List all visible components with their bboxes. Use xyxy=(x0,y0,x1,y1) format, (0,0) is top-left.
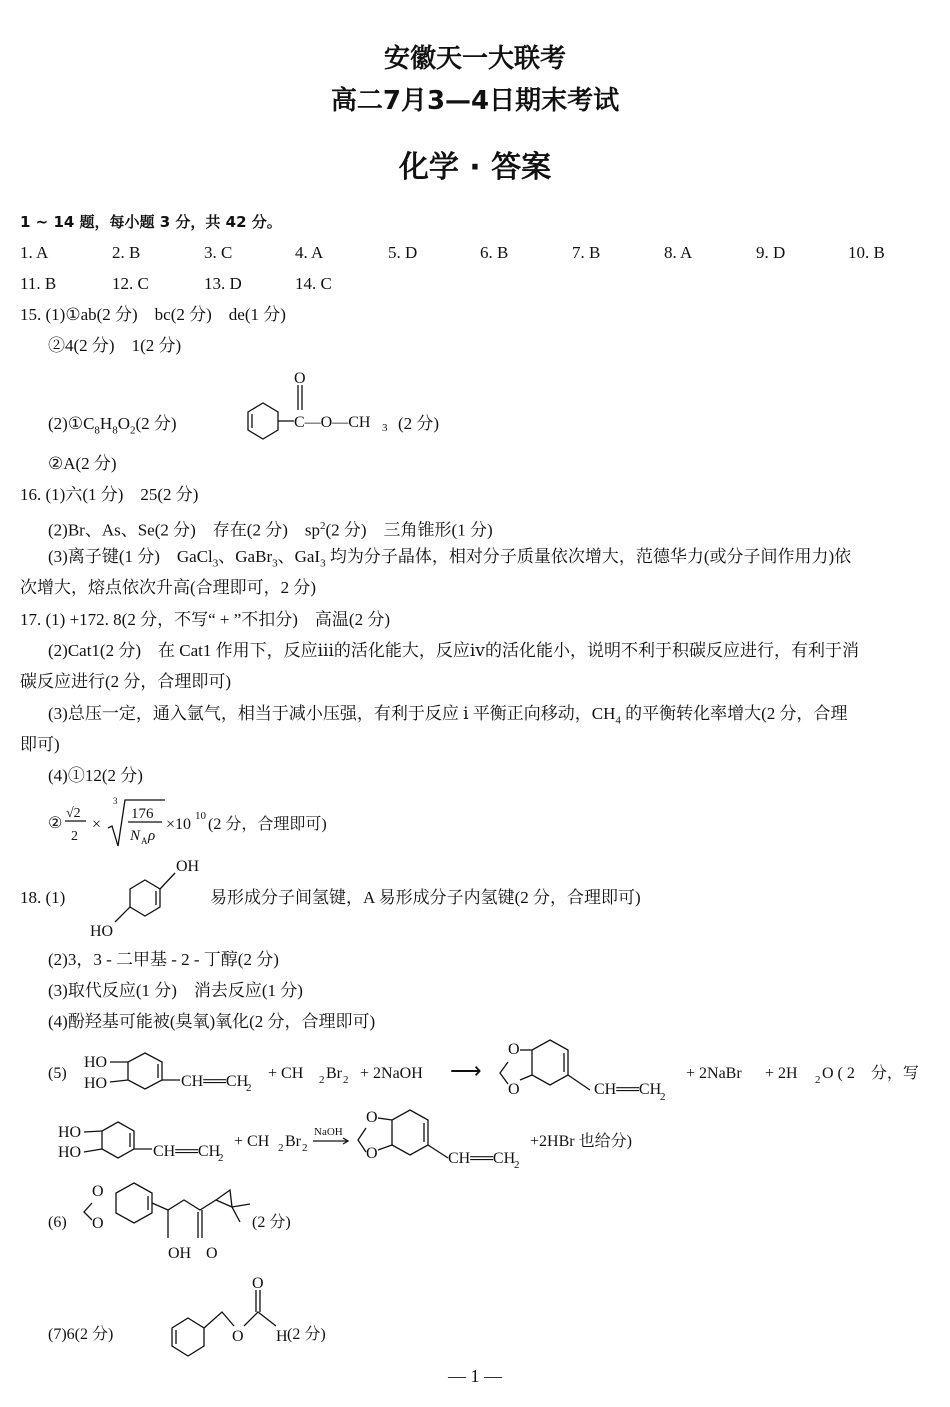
svg-text:H: H xyxy=(276,1328,288,1345)
answer: 4. A xyxy=(295,243,324,262)
q18-line4: (4)酚羟基可能被(臭氧)氧化(2 分，合理即可) xyxy=(48,1012,376,1031)
svg-text:3: 3 xyxy=(113,796,118,806)
svg-text:+ CH: + CH xyxy=(268,1065,304,1082)
answer: 1. A xyxy=(20,243,49,262)
answer: 7. B xyxy=(572,243,601,262)
svg-text:+ 2NaBr: + 2NaBr xyxy=(686,1065,742,1082)
svg-text:O: O xyxy=(92,1183,104,1200)
answer: 6. B xyxy=(480,243,509,262)
svg-text:O: O xyxy=(294,370,306,387)
svg-text:HO: HO xyxy=(90,923,114,940)
answer: 2. B xyxy=(112,243,141,262)
page-number: — 1 — xyxy=(448,1366,502,1386)
svg-text:A: A xyxy=(141,836,148,846)
answer: 10. B xyxy=(848,243,885,262)
svg-text:N: N xyxy=(130,828,141,844)
q15-line3: $(2)①C_8H_8O_2(2$ 分) xyxy=(48,414,177,437)
svg-text:C—O—CH: C—O—CH xyxy=(294,414,371,431)
answer: 5. D xyxy=(388,243,418,262)
answer: 14. C xyxy=(295,274,332,293)
svg-text:O ( 2 分，写: O ( 2 分，写 xyxy=(822,1065,919,1082)
svg-text:Br: Br xyxy=(326,1065,342,1082)
q18-line1-text: 易形成分子间氢键，A 易形成分子内氢键(2 分，合理即可) xyxy=(210,888,641,907)
answer: 13. D xyxy=(204,274,242,293)
svg-text:O: O xyxy=(366,1109,378,1126)
svg-text:+ CH: + CH xyxy=(234,1133,270,1150)
svg-text:O: O xyxy=(508,1081,520,1098)
q17-line5: 即可) xyxy=(20,735,60,754)
q16-line1: 16. (1)六(1 分) 25(2 分) xyxy=(20,485,199,504)
q17-line6: (4)①12(2 分) xyxy=(48,766,143,785)
svg-text:O: O xyxy=(232,1328,244,1345)
q16-line3: (3)离子键(1 分) GaCl$_3$、GaBr$_3$、GaI$_3$ 均为分子晶体，相对分子质量依次增大，范德华力(或分子间作用力)依 xyxy=(48,547,852,570)
svg-text:(6): (6) xyxy=(48,1214,67,1231)
title-subject: 化学 · 答案 xyxy=(398,150,552,185)
svg-text:OH: OH xyxy=(168,1245,192,1262)
q17-line4: (3)总压一定，通入氩气，相当于减小压强，有利于反应 ⅰ 平衡正向移动，$CH_4$ 的平衡转化率增大(2 分，合理 xyxy=(48,704,848,727)
answer: 12. C xyxy=(112,274,149,293)
svg-text:(2 分): (2 分) xyxy=(287,1326,326,1343)
title-exam-name: 高二7月3—4日期末考试 xyxy=(330,86,620,116)
svg-text:O: O xyxy=(206,1245,218,1262)
svg-text:2: 2 xyxy=(218,1152,224,1164)
svg-text:NaOH: NaOH xyxy=(314,1126,343,1138)
svg-text:HO: HO xyxy=(58,1144,82,1161)
intro-text: 1 ~ 14 题，每小题 3 分，共 42 分。 xyxy=(20,213,282,231)
svg-text:2: 2 xyxy=(660,1091,666,1103)
svg-text:O: O xyxy=(508,1041,520,1058)
svg-text:2: 2 xyxy=(514,1159,520,1171)
q18-line3: (3)取代反应(1 分) 消去反应(1 分) xyxy=(48,981,303,1000)
svg-text:HO: HO xyxy=(58,1124,82,1141)
svg-text:(7)6(2 分): (7)6(2 分) xyxy=(48,1326,114,1343)
q18-line1: 18. (1) xyxy=(20,888,66,907)
svg-text:2: 2 xyxy=(302,1142,308,1154)
svg-text:2: 2 xyxy=(319,1074,325,1086)
svg-text:(5): (5) xyxy=(48,1065,67,1082)
title-exam-series: 安徽天一大联考 xyxy=(383,44,566,74)
svg-text:Br: Br xyxy=(285,1133,301,1150)
answer: 11. B xyxy=(20,274,57,293)
q16-line4: 次增大，熔点依次升高(合理即可，2 分) xyxy=(20,578,317,597)
svg-text:ρ: ρ xyxy=(148,828,156,844)
svg-text:2: 2 xyxy=(71,829,78,844)
svg-text:×10: ×10 xyxy=(166,816,192,833)
answer: 8. A xyxy=(664,243,693,262)
svg-text:CH══CH: CH══CH xyxy=(594,1081,662,1098)
svg-text:O: O xyxy=(366,1145,378,1162)
svg-text:②: ② xyxy=(48,815,63,832)
svg-text:3: 3 xyxy=(382,422,388,434)
svg-text:2: 2 xyxy=(278,1142,284,1154)
svg-text:O: O xyxy=(92,1215,104,1232)
q15-line1: 15. (1)①ab(2 分) bc(2 分) de(1 分) xyxy=(20,305,286,324)
svg-text:O: O xyxy=(252,1275,264,1292)
q17-line3: 碳反应进行(2 分，合理即可) xyxy=(20,672,232,691)
q15-line2: ②4(2 分) 1(2 分) xyxy=(48,336,182,355)
q18-line2: (2)3，3 - 二甲基 - 2 - 丁醇(2 分) xyxy=(48,950,279,969)
q17-line1: 17. (1) +172. 8(2 分，不写“ + ”不扣分) 高温(2 分) xyxy=(20,610,390,629)
svg-text:×: × xyxy=(92,816,102,833)
svg-text:CH══CH: CH══CH xyxy=(153,1143,221,1160)
q15-line4: ②A(2 分) xyxy=(48,454,117,473)
q16-line2: (2)Br、As、Se(2 分) 存在(2 分) $sp^2(2$ 分) 三角锥形(1 分) xyxy=(48,520,493,540)
svg-text:+ 2NaOH: + 2NaOH xyxy=(360,1065,423,1082)
svg-text:(2 分，合理即可): (2 分，合理即可) xyxy=(208,816,327,833)
svg-text:+2HBr 也给分): +2HBr 也给分) xyxy=(530,1133,632,1150)
svg-text:2: 2 xyxy=(815,1074,821,1086)
svg-text:2: 2 xyxy=(343,1074,349,1086)
svg-text:CH══CH: CH══CH xyxy=(448,1150,516,1167)
svg-text:OH: OH xyxy=(176,858,200,875)
svg-text:(2 分): (2 分) xyxy=(252,1214,291,1231)
svg-text:+ 2H: + 2H xyxy=(765,1065,798,1082)
q15-score: (2 分) xyxy=(398,414,440,433)
svg-text:176: 176 xyxy=(131,806,154,822)
svg-text:CH══CH: CH══CH xyxy=(181,1073,249,1090)
q17-line2: (2)Cat1(2 分) 在 Cat1 作用下，反应ⅲ的活化能大，反应ⅳ的活化能小，说明不利于积碳反应进行，有利于消 xyxy=(48,641,859,660)
svg-text:HO: HO xyxy=(84,1054,108,1071)
svg-text:⟶: ⟶ xyxy=(450,1058,482,1083)
svg-text:10: 10 xyxy=(195,810,206,822)
svg-text:HO: HO xyxy=(84,1075,108,1092)
svg-text:√2: √2 xyxy=(66,806,81,821)
answer: 3. C xyxy=(204,243,233,262)
svg-text:2: 2 xyxy=(246,1082,252,1094)
answer: 9. D xyxy=(756,243,786,262)
